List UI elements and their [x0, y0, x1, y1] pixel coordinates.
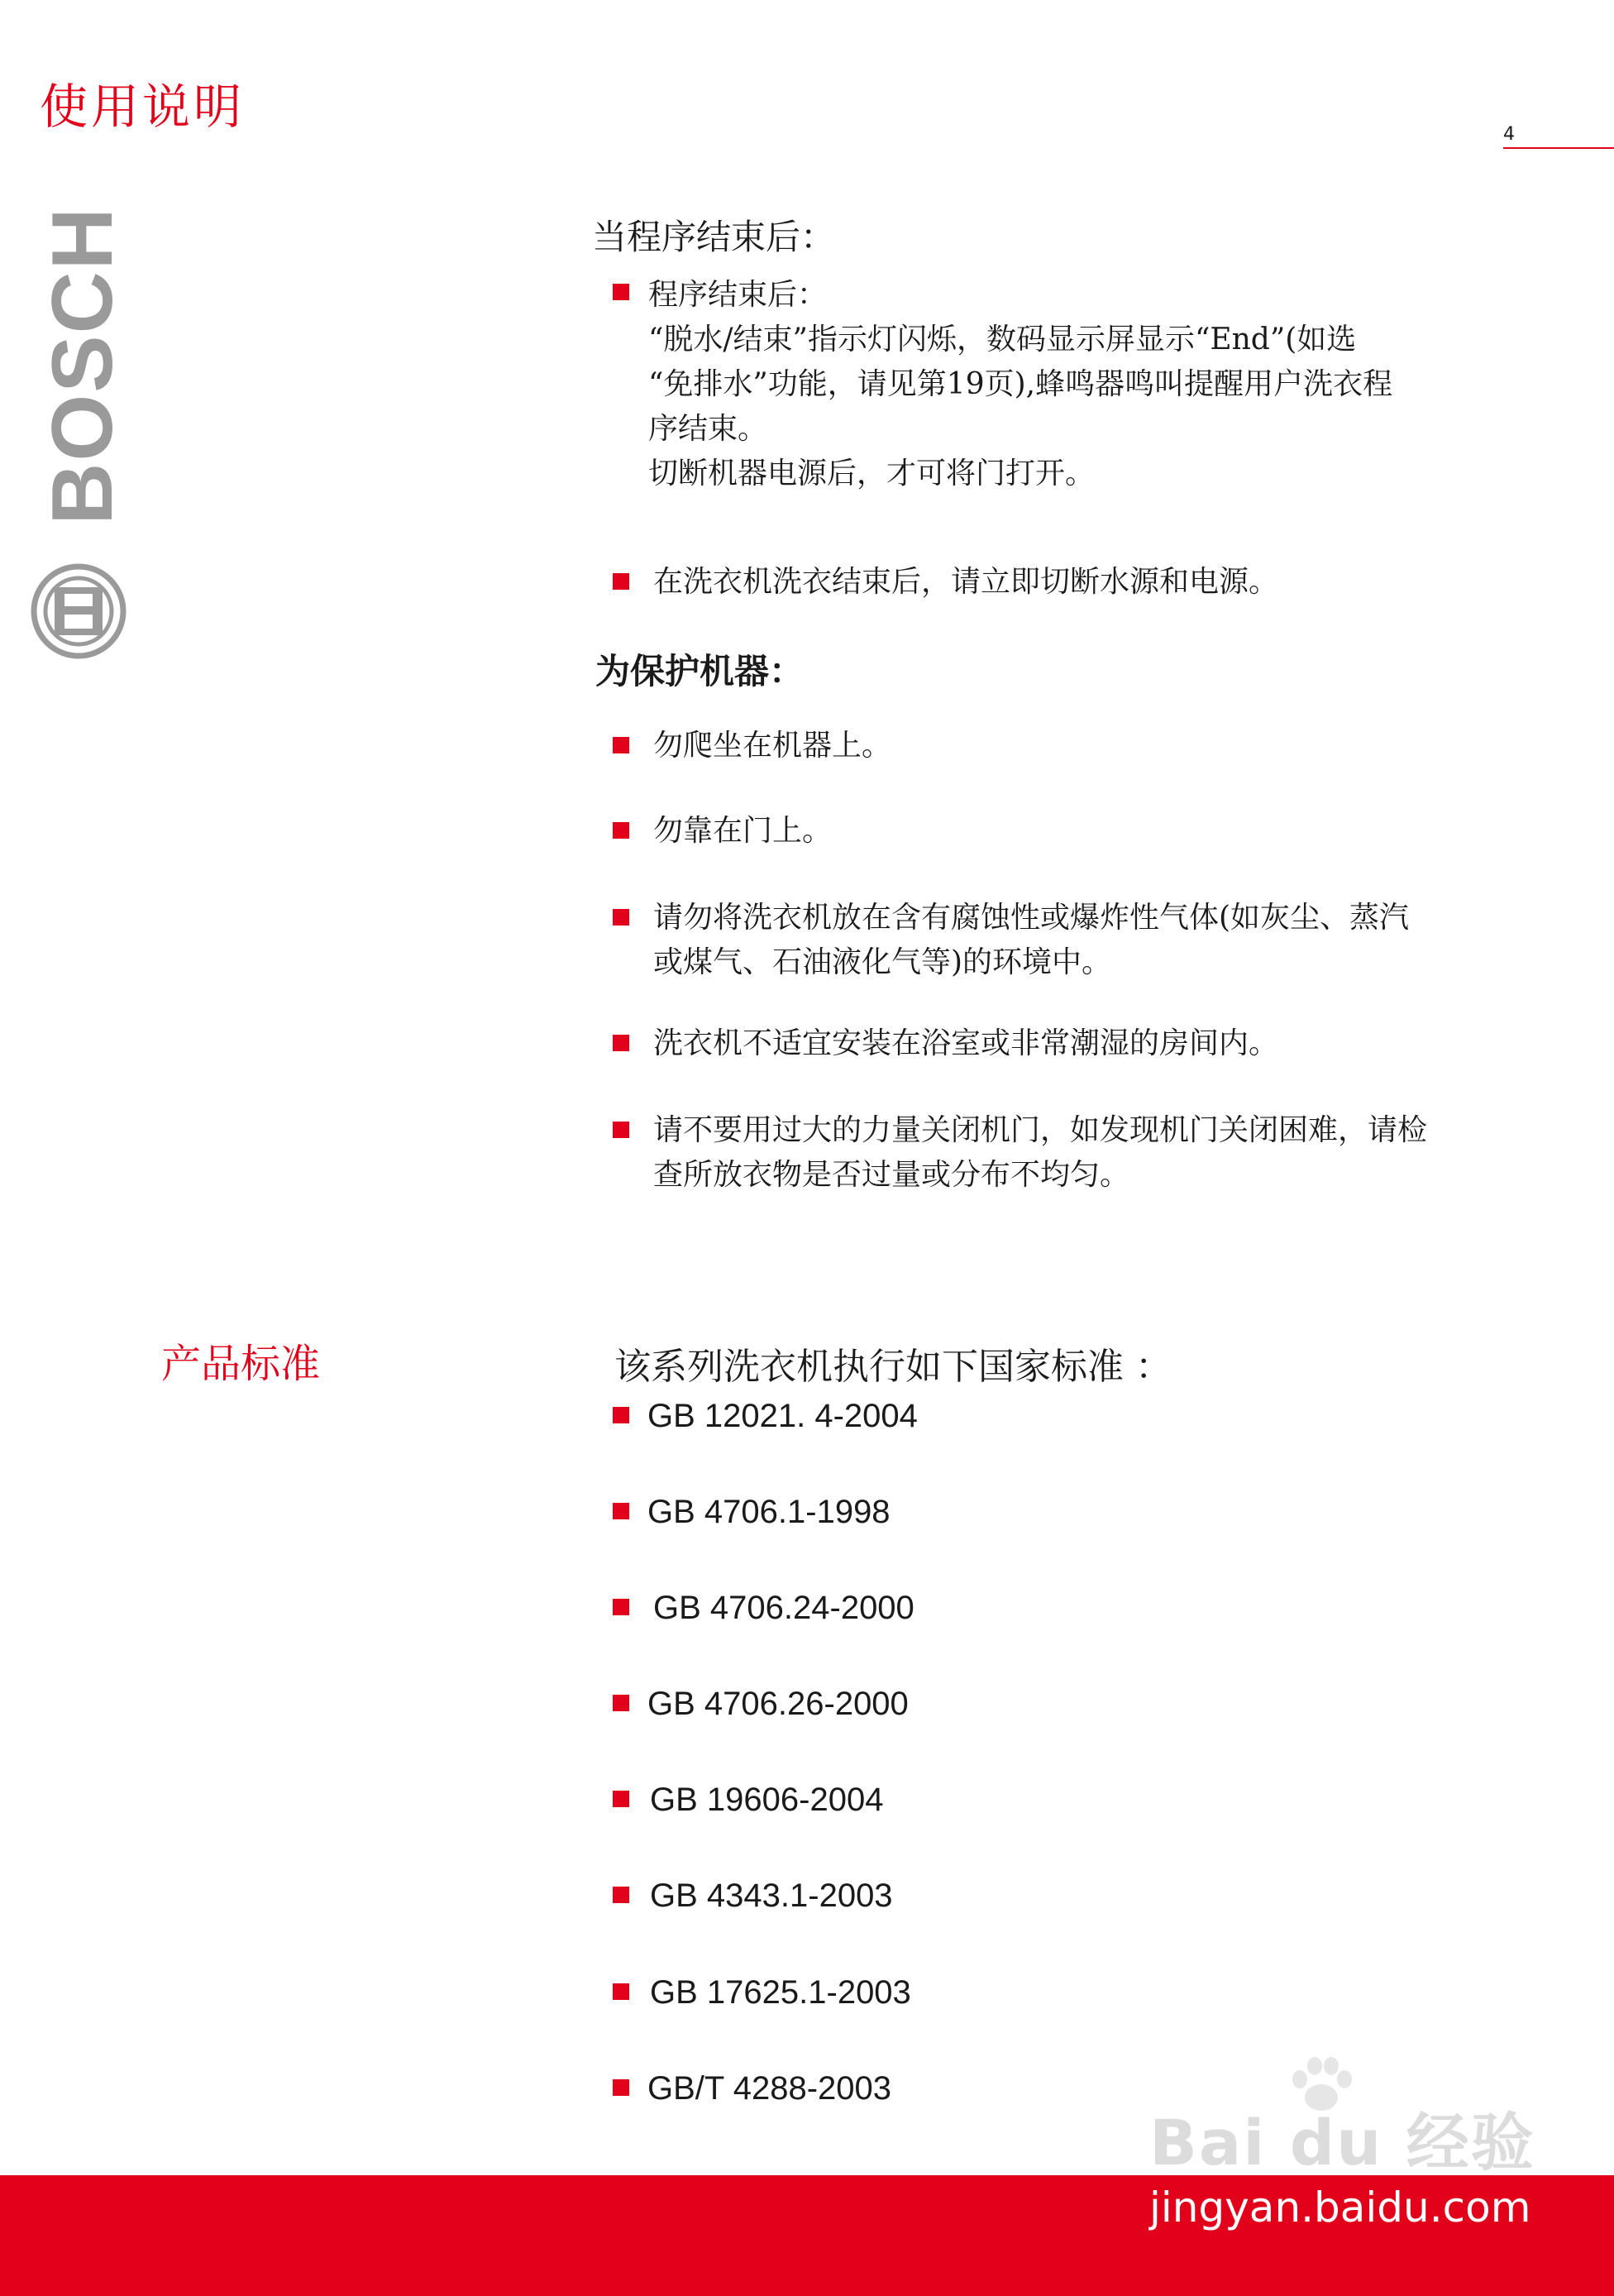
- bullet-marker: [613, 1599, 629, 1615]
- standard-item: GB 4706.26-2000: [647, 1686, 909, 1722]
- protect-section-heading: 为保护机器：: [595, 651, 805, 691]
- page-number: 4: [1503, 124, 1515, 145]
- bullet-marker: [613, 573, 629, 590]
- protect-item3-line1: 请勿将洗衣机放在含有腐蚀性或爆炸性气体(如灰尘、蒸汽: [653, 901, 1410, 935]
- baidu-watermark: Bai du 经验: [1149, 2106, 1535, 2179]
- end-section-heading: 当程序结束后：: [592, 217, 836, 257]
- end-bullet1-line3: “免排水”功能，请见第19页),蜂鸣器鸣叫提醒用户洗衣程: [648, 367, 1393, 401]
- bullet-marker: [613, 1503, 629, 1519]
- brand-wordmark: [33, 206, 132, 525]
- protect-item5-line2: 查所放衣物是否过量或分布不均匀。: [653, 1158, 1130, 1192]
- standards-section-label: 产品标准: [161, 1341, 321, 1387]
- standard-item: GB 4343.1-2003: [650, 1877, 893, 1914]
- standard-item: GB/T 4288-2003: [647, 2070, 892, 2107]
- bullet-marker: [613, 2079, 629, 2096]
- bullet-marker: [613, 1791, 629, 1807]
- protect-item3-line2: 或煤气、石油液化气等)的环境中。: [653, 945, 1112, 979]
- protect-item2: 勿靠在门上。: [653, 814, 833, 848]
- bullet-marker: [613, 284, 629, 300]
- standard-item: GB 4706.24-2000: [653, 1590, 914, 1626]
- end-bullet2: 在洗衣机洗衣结束后，请立即切断水源和电源。: [653, 565, 1279, 599]
- bullet-marker: [613, 1695, 629, 1711]
- bullet-marker: [613, 822, 629, 839]
- standard-item: GB 4706.1-1998: [647, 1494, 891, 1530]
- bullet-marker: [613, 737, 629, 753]
- watermark-url[interactable]: jingyan.baidu.com: [1149, 2184, 1531, 2231]
- bullet-marker: [613, 1887, 629, 1903]
- standards-heading: 该系列洗衣机执行如下国家标准 ：: [614, 1346, 1172, 1388]
- page-title: 使用说明: [40, 79, 246, 135]
- standard-item: GB 17625.1-2003: [650, 1974, 911, 2011]
- protect-item1: 勿爬坐在机器上。: [653, 729, 892, 763]
- page-number-rule: [1503, 147, 1614, 149]
- bullet-marker: [613, 1122, 629, 1138]
- end-bullet1-line4: 序结束。: [648, 412, 768, 446]
- end-bullet1-line1: 程序结束后：: [648, 278, 828, 312]
- end-bullet1-line2: “脱水/结束”指示灯闪烁，数码显示屏显示“End”(如选: [648, 323, 1357, 356]
- bullet-marker: [613, 1983, 629, 2000]
- protect-item5-line1: 请不要用过大的力量关闭机门，如发现机门关闭困难，请检: [653, 1113, 1428, 1147]
- standard-item: GB 19606-2004: [650, 1782, 884, 1818]
- protect-item4: 洗衣机不适宜安装在浴室或非常潮湿的房间内。: [653, 1026, 1279, 1060]
- bullet-marker: [613, 909, 629, 926]
- standard-item: GB 12021. 4-2004: [647, 1398, 918, 1434]
- bullet-marker: [613, 1407, 629, 1423]
- bosch-armature-logo-icon: [30, 562, 127, 660]
- end-bullet1-line5: 切断机器电源后，才可将门打开。: [648, 457, 1096, 490]
- bullet-marker: [613, 1035, 629, 1051]
- brand-name: BOSCH: [35, 206, 131, 525]
